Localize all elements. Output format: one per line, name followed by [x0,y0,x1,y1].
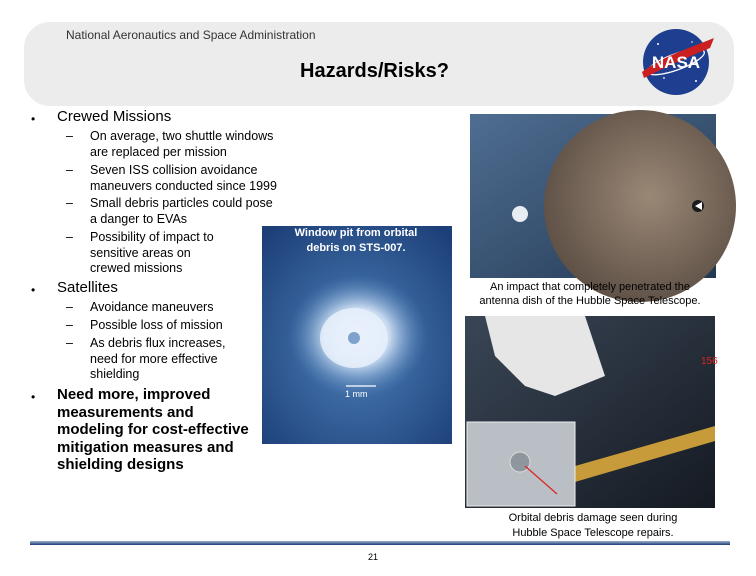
dash: – [66,300,73,314]
scale-label: 1 mm [345,389,368,399]
slide-title: Hazards/Risks? [300,60,449,82]
bullet-dot: • [31,390,36,404]
bullet-heading-measurements: Need more, improved measurements and modeling for cost-effective mitigation measures and shielding designs [57,386,249,473]
bullet-dot: • [31,112,36,126]
bullet-heading-crewed: Crewed Missions [57,108,172,125]
dash: – [66,336,73,350]
dash: – [66,230,73,244]
bullet-heading-satellites: Satellites [57,279,118,296]
hubble-caption: Orbital debris damage seen during Hubble Space Telescope repairs. [508,512,678,539]
footer-divider [30,541,730,545]
window-pit-caption: Window pit from orbital debris on STS-007. [294,227,418,254]
dash: – [66,129,73,143]
nasa-logo-text: NASA [651,53,701,72]
window-pit-photo [262,226,452,444]
dash: – [66,318,73,332]
antenna-caption: An impact that completely penetrated the antenna dish of the Hubble Space Telescope. [479,281,701,307]
part-label: 156 [701,356,718,367]
hubble-repair-photo [465,316,718,508]
dash: – [66,196,73,210]
page-number: 21 [368,552,379,562]
nasa-logo [634,26,718,98]
dash: – [66,163,73,177]
agency-name: National Aeronautics and Space Administration [66,28,316,42]
bullet-dot: • [31,283,36,297]
antenna-impact-photo [470,114,716,278]
